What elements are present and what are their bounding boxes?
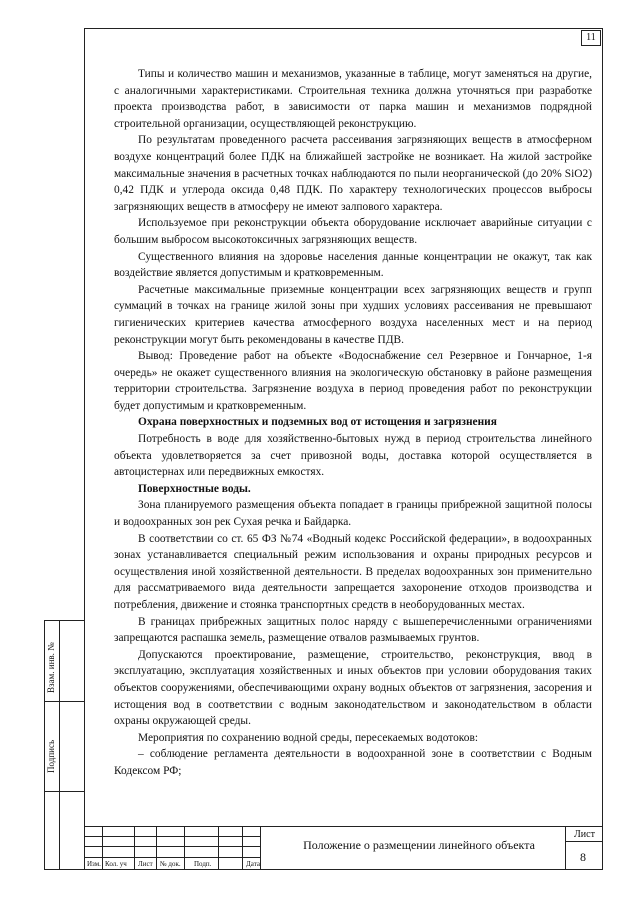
col-label-izm: Изм. — [87, 860, 101, 868]
document-body — [114, 66, 592, 780]
sheet-number: 8 — [580, 850, 586, 864]
title-block-line — [184, 826, 185, 870]
title-block-line — [102, 826, 103, 870]
title-block-line — [565, 841, 603, 842]
col-label-kol: Кол. уч — [105, 860, 127, 868]
side-stamp-divider — [45, 701, 84, 702]
body-paragraph: Вывод: Проведение работ на объекте «Водоснабжение сел Резервное и Гончарное, 1-я очередь» не окажет существенного влияния на экологическую обстановку в районе размещения территории строительства. Загрязнение воздуха в период проведения работ по реконструкции будет допустимым и кратковременным. — [114, 350, 592, 412]
body-paragraph: Расчетные максимальные приземные концентрации всех загрязняющих веществ и групп суммаций в точках на границе жилой зоны при худших условиях рассеивания не превышают гигиенических критериев качества атмосферного воздуха населенных мест и на период реконструкции могут быть рекомендованы в качестве ПДВ. — [114, 283, 592, 346]
sheet-label: Лист — [574, 829, 595, 840]
body-paragraph: В границах прибрежных защитных полос наряду с вышеперечисленными ограничениями запрещаются распашка земель, размещение отвалов размываемых грунтов. — [114, 615, 592, 645]
col-label-data: Дата — [246, 860, 260, 868]
title-block-line — [84, 857, 260, 858]
col-label-podp: Подп. — [194, 860, 212, 868]
section-heading: Поверхностные воды. — [138, 482, 251, 495]
title-block-line — [260, 826, 261, 870]
body-paragraph: В соответствии со ст. 65 ФЗ №74 «Водный кодекс Российской федерации», в водоохранных зонах устанавливается специальный режим использования и охраны природных ресурсов и осуществления иной хозяйственной деятельности. В пределах водоохранных зон применительно для рассматриваемого вида деятельности запрещается захоронение отходов производства и потребления, движение и стоянка транспортных средств в необорудованных местах. — [114, 532, 592, 611]
col-label-doc: № док. — [160, 860, 181, 868]
col-label-list: Лист — [138, 860, 153, 868]
side-stamp-divider — [45, 791, 84, 792]
list-item: – соблюдение регламента деятельности в водоохранной зоне в соответствии с Водным Кодексом РФ; — [114, 748, 592, 777]
title-block — [84, 826, 603, 870]
title-block-line — [84, 846, 260, 847]
inv-label: Взам. инв. № — [46, 642, 56, 693]
side-stamp — [44, 620, 84, 870]
page-number: 11 — [581, 30, 601, 46]
body-paragraph: Допускаются проектирование, размещение, строительство, реконструкция, ввод в эксплуатацию, эксплуатация хозяйственных и иных объектов при условии оборудования таких объектов сооружениями, обеспечивающими охрану водных объектов от загрязнения, засорения и истощения вод в соответствии с водным законодательством и законодательством в области охраны окружающей среды. — [114, 648, 592, 728]
title-block-line — [565, 826, 566, 870]
document-title: Положение о размещении линейного объекта — [303, 838, 535, 852]
body-paragraph: Зона планируемого размещения объекта попадает в границы прибрежной защитной полосы и водоохранных зон рек Сухая речка и Байдарка. — [114, 499, 592, 529]
body-paragraph: Потребность в воде для хозяйственно-бытовых нужд в период строительства линейного объекта удовлетворяется за счет привозной воды, доставка которой осуществляется в автоцистернах или передвижных емкостях. — [114, 433, 592, 479]
title-block-line — [84, 826, 603, 827]
body-paragraph: По результатам проведенного расчета рассеивания загрязняющих веществ в атмосферном воздухе концентраций более ПДК на ближайшей застройке не возникает. На жилой застройке максимальные значения в расчетных точках наблюдаются по пыли неорганической (до 20% SiO2) 0,42 ПДК и углерода оксида 0,48 ПДК. По характеру технологических процессов выбросы загрязняющих веществ в атмосферу не имеют залпового характера. — [114, 134, 592, 213]
title-block-line — [84, 836, 260, 837]
section-heading: Охрана поверхностных и подземных вод от истощения и загрязнения — [138, 416, 497, 429]
body-paragraph: Используемое при реконструкции объекта оборудование исключает аварийные ситуации с большим выбросом высокотоксичных загрязняющих веществ. — [114, 217, 592, 246]
title-block-line — [156, 826, 157, 870]
body-paragraph: Мероприятия по сохранению водной среды, пересекаемых водотоков: — [138, 731, 478, 744]
sign-label: Подпись — [46, 739, 56, 773]
title-block-line — [218, 826, 219, 870]
body-paragraph: Существенного влияния на здоровье населения данные концентрации не окажут, так как воздействие является допустимым и кратковременным. — [114, 250, 592, 280]
body-paragraph: Типы и количество машин и механизмов, указанные в таблице, могут заменяться на другие, с аналогичными характеристиками. Строительная техника должна уточняться при разработке проекта производства работ, в зависимости от парка машин и механизмов подрядной строительной организации, осуществляющей реконструкцию. — [114, 68, 592, 130]
title-block-line — [134, 826, 135, 870]
title-block-line — [242, 826, 243, 870]
